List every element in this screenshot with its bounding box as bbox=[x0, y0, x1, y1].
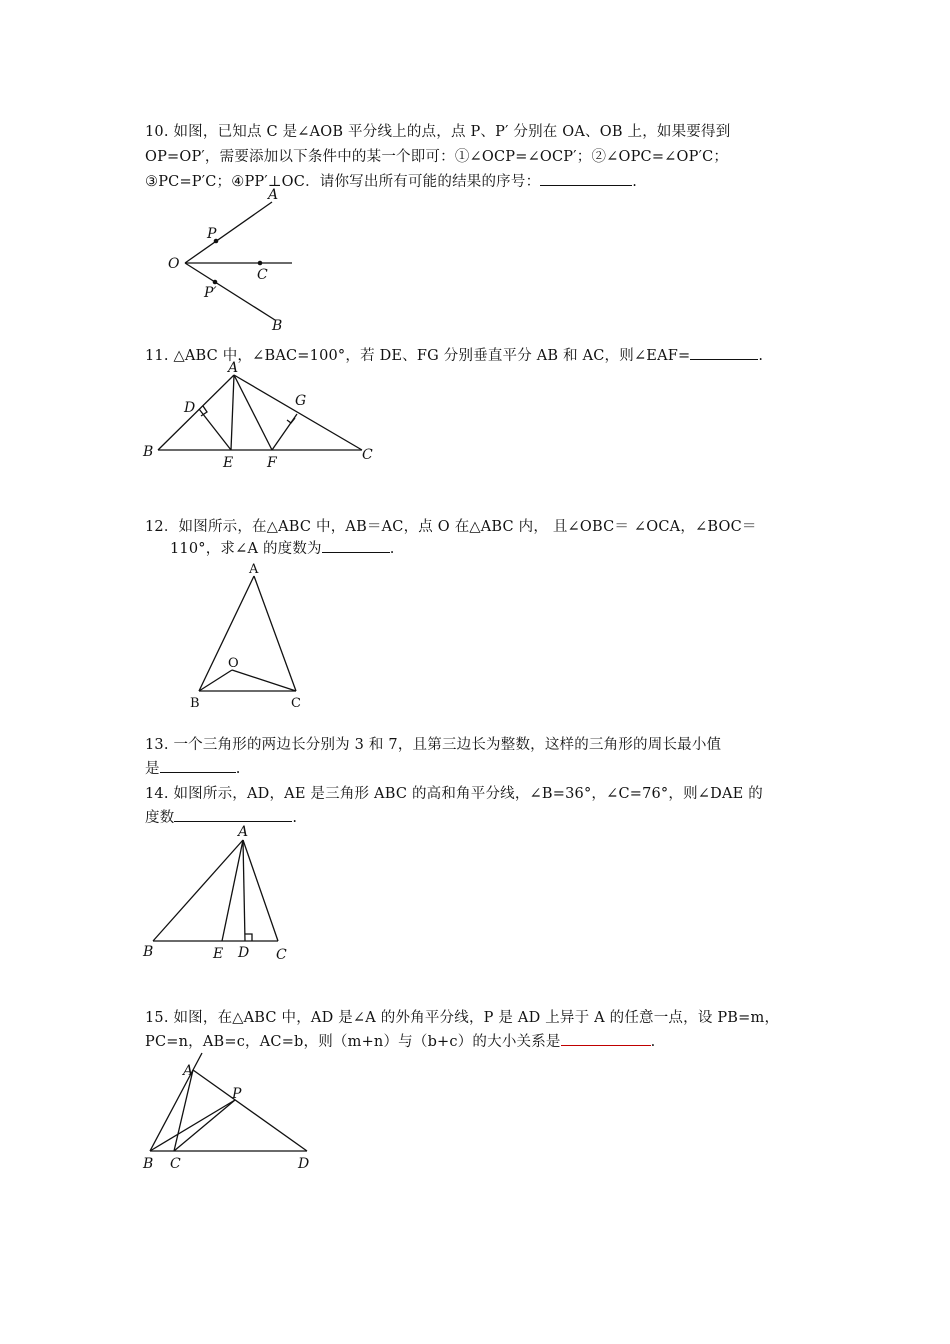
q12-figure bbox=[185, 560, 315, 715]
q13-answer-blank[interactable] bbox=[160, 758, 236, 773]
label-b: B bbox=[190, 696, 200, 711]
label-b: B bbox=[143, 944, 154, 960]
q10-line-1: 10. 如图，已知点 C 是∠AOB 平分线上的点，点 P、P′ 分别在 OA、OB 上，如果要得到 bbox=[145, 124, 731, 140]
q14-answer-blank[interactable] bbox=[174, 807, 292, 822]
segment-de bbox=[199, 409, 231, 450]
label-d: D bbox=[184, 400, 196, 416]
q14-figure bbox=[140, 822, 300, 967]
label-p: P bbox=[232, 1086, 242, 1102]
segment-ae bbox=[231, 375, 234, 450]
label-c: C bbox=[362, 447, 373, 463]
label-e: E bbox=[223, 455, 234, 471]
label-a: A bbox=[238, 824, 249, 840]
label-b: B bbox=[143, 1156, 154, 1172]
label-c: C bbox=[291, 696, 301, 711]
point-c bbox=[258, 261, 263, 266]
label-a: A bbox=[228, 360, 239, 376]
right-angle-g bbox=[287, 418, 295, 423]
label-c: C bbox=[170, 1156, 181, 1172]
q10-line-2: OP=OP′，需要添加以下条件中的某一个即可：①∠OCP=∠OCP′；②∠OPC=∠OP′C； bbox=[145, 149, 729, 165]
q10-line-3-text: ③PC=P′C；④PP′⊥OC．请你写出所有可能的结果的序号： bbox=[145, 174, 541, 190]
label-b: B bbox=[143, 444, 154, 460]
q12-line-2-end: . bbox=[389, 541, 395, 557]
q13-line-2 bbox=[145, 757, 241, 778]
label-b: B bbox=[272, 318, 283, 334]
q11-line-1-end: . bbox=[758, 348, 764, 364]
q13-line-2-text: 是 bbox=[145, 761, 160, 777]
label-o: O bbox=[228, 656, 239, 671]
label-g: G bbox=[295, 393, 307, 409]
label-f: F bbox=[267, 455, 277, 471]
segment-ae bbox=[222, 840, 243, 941]
point-p-prime bbox=[213, 280, 218, 285]
segment-oc bbox=[232, 670, 296, 691]
label-a: A bbox=[249, 562, 259, 577]
ray-oa bbox=[185, 202, 272, 263]
label-c: C bbox=[257, 267, 268, 283]
q12-line-2-text: 110°，求∠A 的度数为 bbox=[170, 541, 322, 557]
q12-line-1: 12．如图所示，在△ABC 中，AB＝AC，点 O 在△ABC 内， 且∠OBC＝ ∠OCA，∠BOC＝ bbox=[145, 519, 757, 535]
extension-ba bbox=[150, 1053, 202, 1151]
side-ab bbox=[153, 840, 243, 941]
q14-line-2-text: 度数 bbox=[145, 810, 175, 826]
q15-answer-blank[interactable] bbox=[561, 1031, 651, 1046]
segment-ad bbox=[243, 840, 245, 941]
label-e: E bbox=[213, 946, 224, 962]
right-angle-d bbox=[245, 934, 252, 941]
q13-line-2-end: . bbox=[235, 761, 241, 777]
segment-pc bbox=[174, 1100, 235, 1151]
q11-line-1-text: 11. △ABC 中，∠BAC=100°，若 DE、FG 分别垂直平分 AB 和 AC，则∠EAF= bbox=[145, 348, 691, 364]
q14-line-1: 14. 如图所示，AD，AE 是三角形 ABC 的高和角平分线，∠B=36°，∠C=76°，则∠DAE 的 bbox=[145, 786, 763, 802]
side-ac bbox=[254, 576, 296, 691]
q10-answer-blank[interactable] bbox=[540, 171, 632, 186]
label-c: C bbox=[276, 947, 287, 963]
q15-line-2-end: . bbox=[650, 1034, 656, 1050]
label-a: A bbox=[268, 187, 279, 203]
q15-figure bbox=[140, 1045, 325, 1175]
q15-line-2-text: PC=n，AB=c，AC=b，则（m+n）与（b+c）的大小关系是 bbox=[145, 1034, 561, 1050]
q12-answer-blank[interactable] bbox=[322, 538, 390, 553]
q14-line-2-end: . bbox=[292, 810, 298, 826]
q15-line-1: 15. 如图，在△ABC 中，AD 是∠A 的外角平分线，P 是 AD 上异于 A 的任意一点，设 PB=m， bbox=[145, 1010, 780, 1026]
label-p: P bbox=[207, 226, 217, 242]
q12-line-2 bbox=[170, 537, 395, 558]
side-ac bbox=[174, 1070, 193, 1151]
label-d: D bbox=[238, 945, 250, 961]
q11-figure bbox=[140, 360, 380, 470]
q13-line-1: 13. 一个三角形的两边长分别为 3 和 7，且第三边长为整数，这样的三角形的周长最小值 bbox=[145, 737, 722, 753]
side-ac bbox=[243, 840, 278, 941]
q10-figure bbox=[160, 185, 320, 335]
segment-ad bbox=[193, 1070, 307, 1151]
label-a: A bbox=[183, 1063, 194, 1079]
label-o: O bbox=[168, 256, 180, 272]
segment-pb bbox=[150, 1100, 235, 1151]
q10-line-3-end: . bbox=[632, 174, 638, 190]
label-d: D bbox=[298, 1156, 310, 1172]
label-p-prime: P′ bbox=[204, 285, 217, 301]
q11-answer-blank[interactable] bbox=[690, 345, 758, 360]
